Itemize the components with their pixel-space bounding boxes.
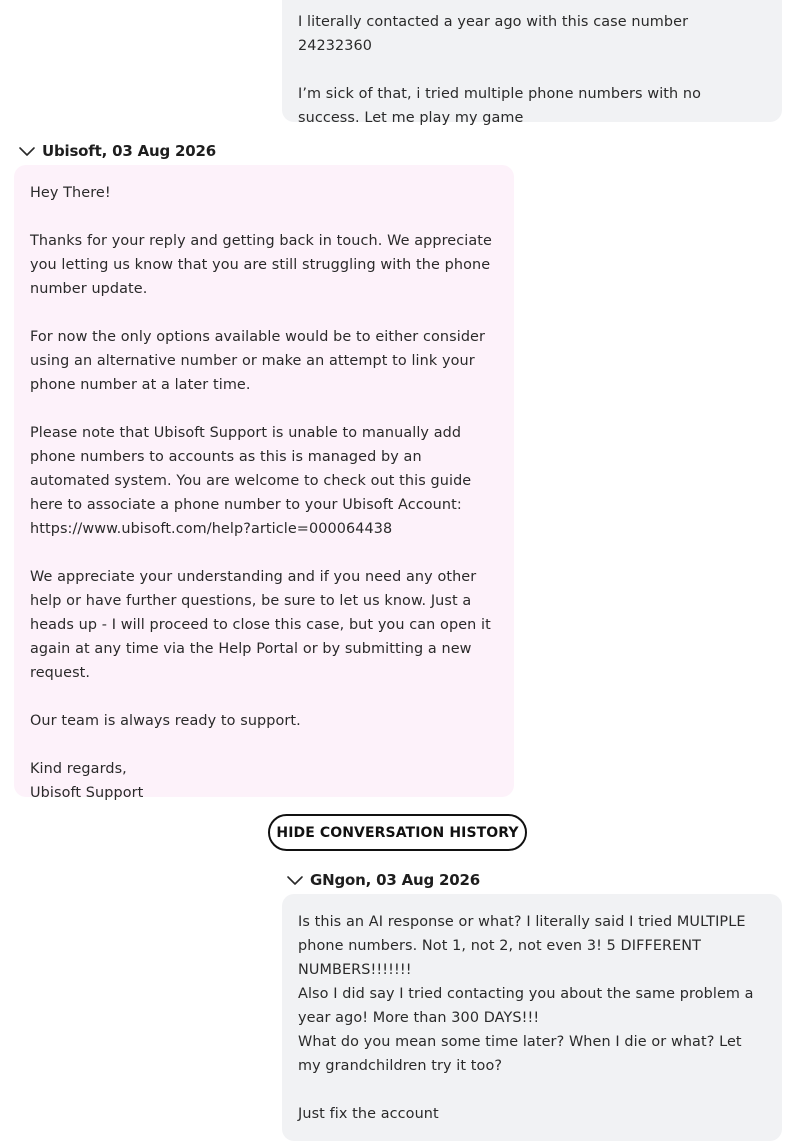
user-message-header[interactable] xyxy=(286,871,480,889)
message-paragraph: Is this an AI response or what? I literally said I tried MULTIPLE phone numbers. Not 1, not 2, not even 3! 5 DIFFERENT NUMBERS!!!!!!! Also I did say I tried contacting you about the same problem a year ago! More than 300 DAYS!!! What do you mean some time later? When I die or what? Let my grandchildren try it too? xyxy=(298,914,754,1074)
hide-conversation-history-button[interactable]: HIDE CONVERSATION HISTORY xyxy=(268,814,527,851)
agent-sender-label: Ubisoft, 03 Aug 2026 xyxy=(42,142,217,160)
message-signature: Kind regards, Ubisoft Support xyxy=(30,761,144,801)
chevron-down-icon[interactable] xyxy=(286,874,304,886)
chevron-down-icon[interactable] xyxy=(18,145,36,157)
message-paragraph: Just fix the account xyxy=(298,1106,439,1122)
message-paragraph: For now the only options available would be to either consider using an alternative number or make an attempt to link your phone number at a later time. xyxy=(30,329,490,393)
agent-message-bubble xyxy=(14,165,514,801)
message-paragraph: Please note that Ubisoft Support is unable to manually add phone numbers to accounts as this is managed by an automated system. You are welcome to check out this guide here to associate a phone number to your Ubisoft Account: https://www.ubisoft.com/help?article=000064438 xyxy=(30,425,476,537)
user-message-bubble xyxy=(282,0,782,126)
agent-message-header[interactable] xyxy=(18,142,216,160)
user-message-bubble xyxy=(282,894,782,1141)
message-paragraph: Hey There! xyxy=(30,185,111,201)
message-paragraph: We appreciate your understanding and if you need any other help or have further questions, be sure to let us know. Just a heads up - I will proceed to close this case, but you can open it again at any time via the Help Portal or by submitting a new request. xyxy=(30,569,496,681)
user-sender-label: GNgon, 03 Aug 2026 xyxy=(310,871,480,889)
message-paragraph: I’m sick of that, i tried multiple phone numbers with no success. Let me play my game xyxy=(298,86,706,126)
message-paragraph: I literally contacted a year ago with this case number 24232360 xyxy=(298,14,693,54)
message-paragraph: Thanks for your reply and getting back in touch. We appreciate you letting us know that you are still struggling with the phone number update. xyxy=(30,233,497,297)
message-paragraph: Our team is always ready to support. xyxy=(30,713,301,729)
